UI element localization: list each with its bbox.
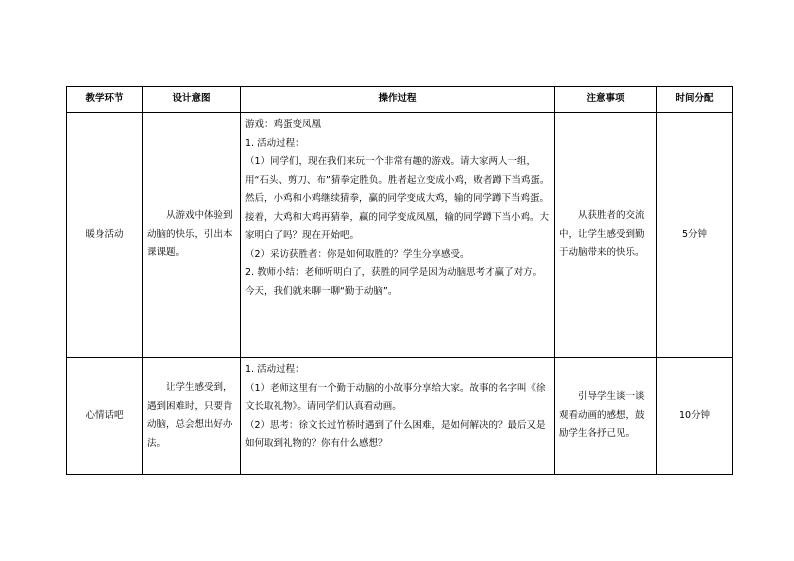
process-line: （1）同学们，现在我们来玩一个非常有趣的游戏。请大家两人一组，用“石头、剪刀、布”猜拳定胜负。胜者起立变成小鸡，败者蹲下当鸡蛋。然后，小鸡和小鸡继续猜拳，赢的同学变成大鸡，输的同学蹲下当鸡蛋。接着，大鸡和大鸡再猜拳，赢的同学变成凤凰，输的同学蹲下当小鸡。大家明白了吗？现在开始吧。: [245, 156, 550, 241]
process-line: 1. 活动过程：: [245, 137, 305, 149]
process-line: （2）采访获胜者：你是如何取胜的？学生分享感受。: [245, 248, 470, 260]
time-cell: 5分钟: [657, 113, 733, 358]
process-line: 游戏：鸡蛋变凤凰: [245, 119, 322, 130]
header-intent: 设计意图: [143, 87, 241, 113]
table-header-row: [67, 87, 733, 113]
process-line: （1）老师这里有一个勤于动脑的小故事分享给大家。故事的名字叫《徐文长取礼物》。请同学们认真看动画。: [245, 382, 546, 412]
lesson-plan-table: [66, 86, 733, 475]
stage-cell: 心情话吧: [67, 358, 143, 475]
process-line: 1. 活动过程：: [245, 364, 305, 375]
intent-cell: 从游戏中体验到动脑的快乐，引出本课课题。: [143, 113, 241, 358]
notes-cell: 从获胜者的交流中，让学生感受到勤于动脑带来的快乐。: [555, 113, 657, 358]
header-time: 时间分配: [657, 87, 733, 113]
time-cell: 10分钟: [657, 358, 733, 475]
intent-cell: 让学生感受到，遇到困难时，只要肯动脑，总会想出好办法。: [143, 358, 241, 475]
header-process: 操作过程: [241, 87, 555, 113]
process-line: （2）思考：徐文长过竹桥时遇到了什么困难，是如何解决的？最后又是如何取到礼物的？你有什么感想？: [245, 419, 546, 449]
process-cell: [241, 358, 555, 475]
stage-cell: 暖身活动: [67, 113, 143, 358]
header-stage: 教学环节: [67, 87, 143, 113]
table-row: [67, 113, 733, 358]
header-notes: 注意事项: [555, 87, 657, 113]
process-line: 2. 教师小结：老师听明白了，获胜的同学是因为动脑思考才赢了对方。今天，我们就来聊一聊“勤于动脑”。: [245, 267, 543, 297]
notes-cell: 引导学生谈一谈观看动画的感想，鼓励学生各抒己见。: [555, 358, 657, 475]
table-row: [67, 358, 733, 475]
process-cell: [241, 113, 555, 358]
